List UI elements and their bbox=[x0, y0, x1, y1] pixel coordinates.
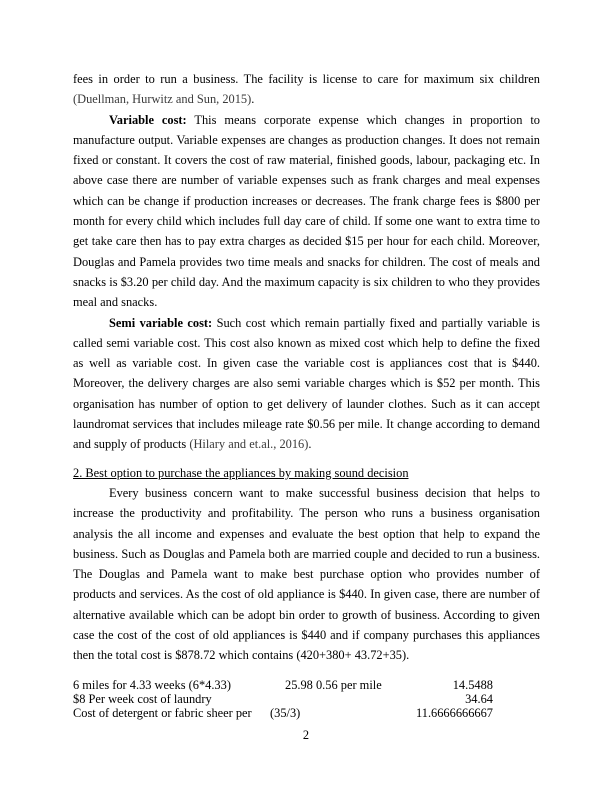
body-text bbox=[73, 69, 540, 666]
paragraph-intro-text: fees in order to run a business. The facility is license to care for maximum six children bbox=[73, 72, 540, 86]
citation-duellman: (Duellman, Hurwitz and Sun, 2015) bbox=[73, 92, 252, 107]
row-middle: (35/3) bbox=[270, 706, 301, 720]
table-row bbox=[73, 678, 493, 692]
row-value: 14.5488 bbox=[452, 678, 493, 692]
paragraph-intro-end: . bbox=[251, 92, 255, 107]
cost-table bbox=[73, 678, 493, 720]
semi-variable-cost-text: Such cost which remain partially fixed and partially variable is called semi variable cost. This cost also known as mixed cost which help to define the fixed as well as variable cost. In given case the variable cost is appliances cost that is $440. Moreover, the delivery charges are also semi variable charges which is $52 per month. This organisation has number of option to get delivery of launder clothes. Such as it can accept laundromat services that includes mileage rate $0.56 per mile. It change according to demand and supply of products bbox=[73, 315, 540, 452]
semi-variable-cost-end: . bbox=[308, 437, 312, 452]
row-value: 11.6666666667 bbox=[416, 706, 493, 720]
section-heading: 2. Best option to purchase the appliances by making sound decision bbox=[73, 465, 409, 480]
paragraph-semi-variable-cost bbox=[73, 313, 540, 455]
row-label: 6 miles for 4.33 weeks (6*4.33) bbox=[73, 678, 231, 692]
variable-cost-label: Variable cost: bbox=[109, 112, 187, 127]
row-value: 34.64 bbox=[465, 692, 493, 706]
table-row bbox=[73, 692, 493, 706]
paragraph-variable-cost bbox=[73, 110, 540, 313]
semi-variable-cost-label: Semi variable cost: bbox=[109, 315, 213, 330]
variable-cost-text: This means corporate expense which changes in proportion to manufacture output. Variable expenses are changes as production changes. It does not remain fixed or constant. It covers the cost of raw material, finished goods, labour, packaging etc. In above case there are number of variable expenses such as frank charges and meal expenses which can be change if production increases or decreases. The frank charge fees is $800 per month for every child which includes full day care of child. If some one want to extra time to get take care then has to pay extra charges as decided $15 per hour for each child. Moreover, Douglas and Pamela provides two time meals and snacks for children. The cost of meals and snacks is $3.20 per child day. And the maximum capacity is six children to who they provides meal and snacks. bbox=[73, 112, 541, 310]
paragraph-intro bbox=[73, 69, 540, 110]
row-middle: 25.98 0.56 per mile bbox=[285, 678, 382, 692]
citation-hilary: (Hilary and et.al., 2016) bbox=[189, 437, 309, 452]
paragraph-best-option: Every business concern want to make successful business decision that helps to increase the productivity and profitability. The person who runs a business organisation analysis the all income and expenses and evaluate the best option that help to expand the business. Such as Douglas and Pamela both are married couple and decided to run a business. The Douglas and Pamela want to make best purchase option who provides number of products and services. As the cost of old appliance is $440. In given case, there are number of alternative available which can be adopt bin order to growth of business. According to given case the cost of the cost of old appliances is $440 and if company purchases this appliances then the total cost is $878.72 which contains (420+380+ 43.72+35). bbox=[73, 485, 540, 663]
row-label: $8 Per week cost of laundry bbox=[73, 692, 212, 706]
table-row bbox=[73, 706, 493, 720]
row-label: Cost of detergent or fabric sheer per bbox=[73, 706, 252, 720]
page-number: 2 bbox=[302, 728, 310, 742]
